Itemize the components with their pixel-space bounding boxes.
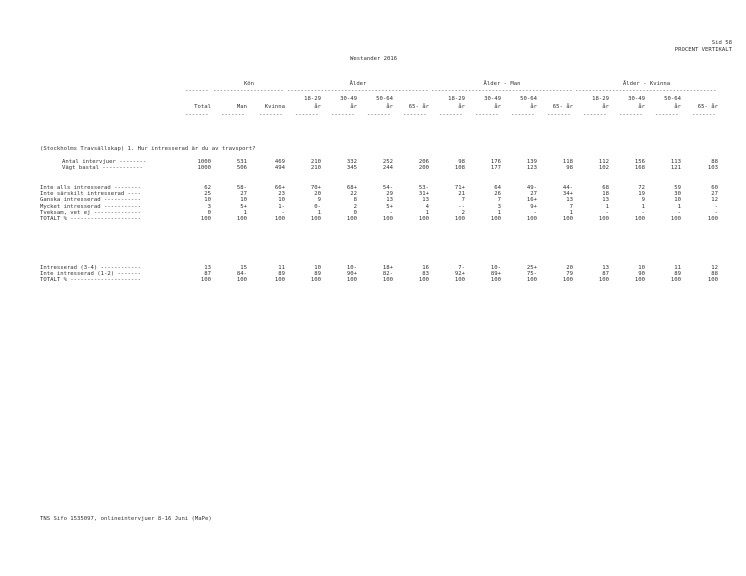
table-cell: 100 xyxy=(634,277,645,284)
table-cell: 87 xyxy=(602,271,609,278)
table-cell: 19 xyxy=(638,191,645,198)
table-cell: 252 xyxy=(382,159,393,165)
table-cell: 87 xyxy=(204,271,211,278)
table-cell: 1 xyxy=(317,209,321,216)
column-header: Total xyxy=(194,104,211,110)
column-header-top: 30-49 xyxy=(484,96,501,102)
column-underline: ------- xyxy=(221,112,245,118)
column-header: år xyxy=(314,104,321,110)
table-cell: 98 xyxy=(566,165,573,172)
table-cell: 100 xyxy=(346,216,357,222)
table-cell: 10- xyxy=(346,265,357,271)
column-underline: ------- xyxy=(619,112,643,118)
column-underline: ------- xyxy=(295,112,319,118)
table-cell: 49- xyxy=(526,185,537,191)
table-cell: 1000 xyxy=(197,159,211,165)
table-cell: 4 xyxy=(425,203,429,210)
row-label: Intresserad (3-4) ------------ xyxy=(40,265,142,271)
table-cell: 16+ xyxy=(526,197,537,204)
table-cell: 8 xyxy=(353,197,357,204)
row-label: Inte särskilt intresserad ---- xyxy=(40,191,142,198)
row-label: TOTALT % --------------------- xyxy=(40,216,142,222)
table-cell: 1 xyxy=(425,209,429,216)
table-cell: 10 xyxy=(638,265,645,271)
table-cell: 1- xyxy=(278,203,285,210)
column-header: år xyxy=(494,104,501,110)
table-cell: 88 xyxy=(711,271,718,278)
column-underline: ------- xyxy=(692,112,716,118)
table-cell: 10 xyxy=(240,197,247,204)
table-cell: 345 xyxy=(346,165,357,172)
table-cell: 100 xyxy=(274,277,285,284)
table-cell: - xyxy=(389,209,393,216)
column-header-top: 18-29 xyxy=(304,96,321,102)
table-cell: 1 xyxy=(497,209,501,216)
table-cell: 7 xyxy=(569,203,573,210)
table-cell: 44- xyxy=(562,185,573,191)
table-cell: 90+ xyxy=(346,271,357,278)
table-cell: 2 xyxy=(461,209,465,216)
row-label: Ganska intresserad ----------- xyxy=(40,197,142,204)
table-cell: 100 xyxy=(236,277,247,284)
table-cell: 11 xyxy=(278,265,285,271)
report-title: Westander 2016 xyxy=(350,56,398,62)
table-cell: 0 xyxy=(207,209,211,216)
table-cell: 531 xyxy=(236,159,247,165)
table-cell: 31+ xyxy=(418,191,429,198)
group-label: Ålder xyxy=(349,81,367,87)
table-cell: 9 xyxy=(641,197,645,204)
table-cell: 27 xyxy=(711,191,718,198)
table-cell: 13 xyxy=(602,197,609,204)
table-cell: 156 xyxy=(634,159,645,165)
table-cell: 469 xyxy=(274,159,285,165)
table-cell: 64 xyxy=(494,185,501,191)
table-cell: 244 xyxy=(382,165,393,172)
footer-note: TNS Sifo 1535097, onlineintervjuer 8-16 Juni (MaPe) xyxy=(40,516,212,522)
table-cell: 13 xyxy=(386,197,393,204)
table-cell: 100 xyxy=(382,277,393,284)
column-header: år xyxy=(602,104,609,110)
column-header: Man xyxy=(236,104,247,110)
column-underline: ------- xyxy=(583,112,607,118)
table-cell: 89+ xyxy=(490,271,501,278)
table-cell: 103 xyxy=(707,165,718,172)
table-cell: 25 xyxy=(204,191,211,198)
table-cell: - xyxy=(714,209,718,216)
table-cell: 100 xyxy=(418,216,429,222)
group-underline: ------------------------------------------ xyxy=(431,88,573,94)
table-cell: 72 xyxy=(638,185,645,191)
column-header: år xyxy=(386,104,393,110)
column-underline: ------- xyxy=(259,112,283,118)
table-cell: 100 xyxy=(310,216,321,222)
table-cell: 84- xyxy=(236,271,247,278)
table-cell: 18+ xyxy=(382,265,393,271)
table-cell: 100 xyxy=(490,216,501,222)
table-cell: 25+ xyxy=(526,265,537,271)
table-cell: 75- xyxy=(526,271,537,278)
table-cell: 23 xyxy=(278,191,285,198)
table-cell: 0 xyxy=(353,209,357,216)
table-cell: 27 xyxy=(530,191,537,198)
table-cell: 206 xyxy=(418,159,429,165)
table-cell: 332 xyxy=(346,159,357,165)
group-underline: --------------------- xyxy=(213,88,284,94)
column-underline: ------- xyxy=(403,112,427,118)
table-cell: 68 xyxy=(602,185,609,191)
table-cell: 506 xyxy=(236,165,247,172)
table-cell: -- xyxy=(458,203,465,210)
table-cell: 100 xyxy=(346,277,357,284)
row-label: Antal intervjuer -------- xyxy=(62,159,147,165)
table-cell: 10 xyxy=(204,197,211,204)
table-cell: 88 xyxy=(711,159,718,165)
row-label: Tveksam, vet ej -------------- xyxy=(40,209,142,216)
column-underline: ------- xyxy=(475,112,499,118)
table-cell: 139 xyxy=(526,159,537,165)
table-cell: 13 xyxy=(422,197,429,204)
table-cell: 58- xyxy=(236,185,247,191)
table-cell: 113 xyxy=(670,159,681,165)
table-cell: 10- xyxy=(490,265,501,271)
table-cell: 100 xyxy=(670,216,681,222)
table-cell: 90 xyxy=(638,271,645,278)
table-cell: 71+ xyxy=(454,185,465,191)
table-cell: 89 xyxy=(278,271,285,278)
table-cell: 108 xyxy=(454,165,465,172)
row-label: Inte alls intresserad -------- xyxy=(40,185,142,191)
table-cell: 5+ xyxy=(240,203,247,210)
percent-mode-label: PROCENT VERTIKALT xyxy=(674,47,732,53)
table-cell: 100 xyxy=(526,277,537,284)
table-cell: - xyxy=(677,209,681,216)
table-cell: - xyxy=(641,209,645,216)
column-header: 65- år xyxy=(697,104,718,110)
table-cell: 1000 xyxy=(197,165,211,172)
column-header-top: 50-64 xyxy=(376,96,393,102)
table-cell: 2 xyxy=(353,203,357,210)
table-cell: 100 xyxy=(562,277,573,284)
table-cell: 12 xyxy=(711,197,718,204)
table-cell: 10 xyxy=(278,197,285,204)
table-cell: 100 xyxy=(236,216,247,222)
table-cell: - xyxy=(605,209,609,216)
table-cell: 53- xyxy=(418,185,429,191)
question-text: (Stockholms Travsällskap) 1. Hur intresserad är du av travsport? xyxy=(40,146,256,152)
column-header-top: 18-29 xyxy=(448,96,465,102)
table-cell: 1 xyxy=(641,203,645,210)
table-cell: 100 xyxy=(418,277,429,284)
table-cell: 89 xyxy=(314,271,321,278)
table-cell: 21 xyxy=(458,191,465,198)
row-label: Inte intresserad (1-2) ------- xyxy=(40,271,142,278)
table-cell: 54- xyxy=(382,185,393,191)
column-header: år xyxy=(638,104,645,110)
table-cell: 30 xyxy=(674,191,681,198)
table-cell: 29 xyxy=(386,191,393,198)
table-cell: 3 xyxy=(497,203,501,210)
table-cell: 62 xyxy=(204,185,211,191)
table-cell: 100 xyxy=(598,216,609,222)
table-cell: 9+ xyxy=(530,203,537,210)
table-cell: 100 xyxy=(490,277,501,284)
table-cell: 100 xyxy=(526,216,537,222)
table-cell: 13 xyxy=(566,197,573,204)
row-label: TOTALT % --------------------- xyxy=(40,277,142,284)
table-cell: 66+ xyxy=(274,185,285,191)
table-cell: 18 xyxy=(602,191,609,198)
table-cell: 102 xyxy=(598,165,609,172)
column-header: år xyxy=(458,104,465,110)
table-cell: 1 xyxy=(243,209,247,216)
table-cell: 3 xyxy=(207,203,211,210)
table-cell: 27 xyxy=(240,191,247,198)
table-cell: 100 xyxy=(274,216,285,222)
table-cell: 100 xyxy=(707,216,718,222)
table-cell: 100 xyxy=(310,277,321,284)
column-header-top: 50-64 xyxy=(520,96,537,102)
table-cell: 13 xyxy=(204,265,211,271)
table-cell: 100 xyxy=(200,216,211,222)
table-cell: 70+ xyxy=(310,185,321,191)
column-header-top: 30-49 xyxy=(340,96,357,102)
column-underline: ------- xyxy=(331,112,355,118)
table-cell: 177 xyxy=(490,165,501,172)
table-cell: 22 xyxy=(350,191,357,198)
table-cell: 100 xyxy=(598,277,609,284)
group-underline: ------- xyxy=(185,88,209,94)
column-header: 65- år xyxy=(408,104,429,110)
table-cell: 7 xyxy=(461,197,465,204)
column-header: år xyxy=(530,104,537,110)
column-underline: ------- xyxy=(185,112,209,118)
table-cell: 34+ xyxy=(562,191,573,198)
table-cell: 15 xyxy=(240,265,247,271)
table-cell: 82- xyxy=(382,271,393,278)
column-header: år xyxy=(350,104,357,110)
column-header: år xyxy=(674,104,681,110)
table-cell: 200 xyxy=(418,165,429,172)
table-cell: 16 xyxy=(422,265,429,271)
table-cell: 60 xyxy=(711,185,718,191)
table-cell: 210 xyxy=(310,165,321,172)
table-cell: 1 xyxy=(569,209,573,216)
column-underline: ------- xyxy=(655,112,679,118)
table-cell: 100 xyxy=(454,277,465,284)
column-underline: ------- xyxy=(439,112,463,118)
group-underline: ------------------------------------------ xyxy=(575,88,717,94)
table-cell: 79 xyxy=(566,271,573,278)
table-cell: 26 xyxy=(494,191,501,198)
table-cell: 98 xyxy=(458,159,465,165)
column-underline: ------- xyxy=(547,112,571,118)
table-cell: 494 xyxy=(274,165,285,172)
table-cell: 0- xyxy=(314,203,321,210)
group-label: Kön xyxy=(243,81,255,87)
table-cell: 100 xyxy=(670,277,681,284)
table-cell: 83 xyxy=(422,271,429,278)
page-number: Sid 58 xyxy=(711,40,732,46)
table-cell: 100 xyxy=(562,216,573,222)
column-header-top: 30-49 xyxy=(628,96,645,102)
table-cell: 118 xyxy=(562,159,573,165)
table-cell: 20 xyxy=(566,265,573,271)
table-cell: 12 xyxy=(711,265,718,271)
table-cell: 210 xyxy=(310,159,321,165)
table-cell: 1 xyxy=(677,203,681,210)
column-underline: ------- xyxy=(367,112,391,118)
row-label: Mycket intresserad ----------- xyxy=(40,203,142,210)
column-header-top: 18-29 xyxy=(592,96,609,102)
table-cell: 59 xyxy=(674,185,681,191)
table-cell: 68+ xyxy=(346,185,357,191)
table-cell: 1 xyxy=(605,203,609,210)
column-header-top: 50-64 xyxy=(664,96,681,102)
table-cell: 100 xyxy=(454,216,465,222)
table-cell: 9 xyxy=(317,197,321,204)
table-cell: 7 xyxy=(497,197,501,204)
table-cell: 100 xyxy=(382,216,393,222)
table-cell: 7- xyxy=(458,265,465,271)
table-cell: 92+ xyxy=(454,271,465,278)
table-cell: 121 xyxy=(670,165,681,172)
table-cell: 168 xyxy=(634,165,645,172)
table-cell: 112 xyxy=(598,159,609,165)
table-cell: 11 xyxy=(674,265,681,271)
table-cell: - xyxy=(714,203,718,210)
table-cell: 100 xyxy=(634,216,645,222)
table-cell: 123 xyxy=(526,165,537,172)
table-cell: 10 xyxy=(674,197,681,204)
table-cell: 5+ xyxy=(386,203,393,210)
table-cell: 10 xyxy=(314,265,321,271)
table-cell: - xyxy=(281,209,285,216)
table-cell: 13 xyxy=(602,265,609,271)
table-cell: - xyxy=(533,209,537,216)
group-label: Ålder - Kvinna xyxy=(622,81,671,87)
row-label: Vägt bastal ------------ xyxy=(62,165,143,172)
table-cell: 100 xyxy=(707,277,718,284)
group-label: Ålder - Man xyxy=(483,81,521,87)
column-header: Kvinna xyxy=(264,104,285,110)
column-header: 65- år xyxy=(552,104,573,110)
table-cell: 20 xyxy=(314,191,321,198)
column-underline: ------- xyxy=(511,112,535,118)
table-cell: 89 xyxy=(674,271,681,278)
table-cell: 176 xyxy=(490,159,501,165)
group-underline: ------------------------------------------ xyxy=(287,88,429,94)
table-cell: 100 xyxy=(200,277,211,284)
